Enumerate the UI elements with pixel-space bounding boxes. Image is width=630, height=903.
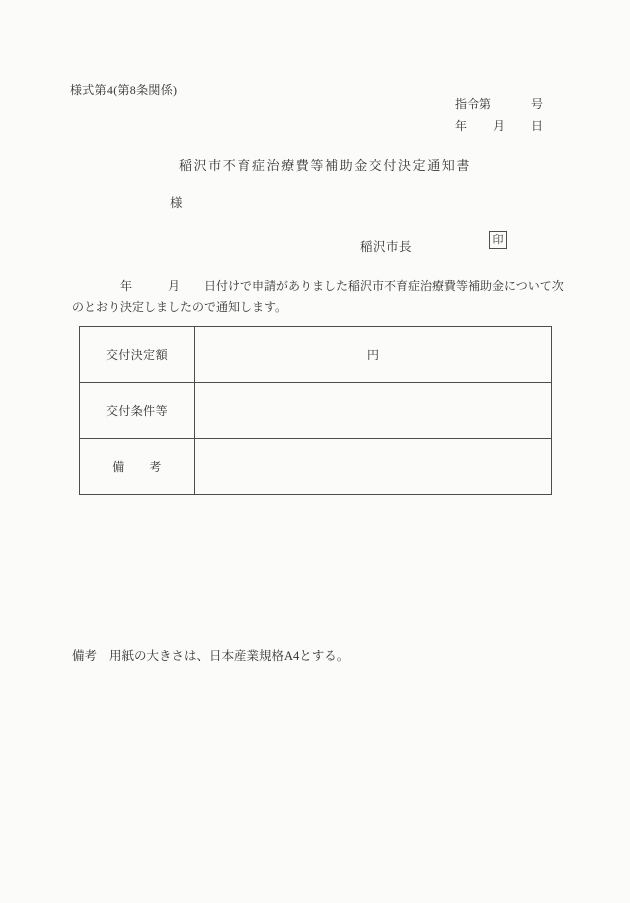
grant-conditions-label: 交付条件等 — [80, 383, 195, 439]
table-row-grant-amount — [80, 327, 552, 383]
body-line-1: 年 月 日付けで申請がありました稲沢市不育症治療費等補助金について次 — [72, 279, 564, 293]
grant-amount-value: 円 — [195, 327, 552, 383]
date-year-label: 年 — [455, 119, 468, 133]
header-directive-date-block — [455, 97, 543, 141]
form-number: 様式第4(第8条関係) — [70, 83, 178, 97]
paper-size-footnote — [72, 646, 349, 664]
addressee-suffix: 様 — [170, 196, 183, 210]
grant-conditions-value — [195, 383, 552, 439]
seal-mark: 印 — [492, 233, 504, 246]
date-month-label: 月 — [492, 119, 505, 133]
footnote-text: 用紙の大きさは、日本産業規格A4とする。 — [109, 649, 350, 663]
decision-table — [79, 326, 552, 495]
footnote-label: 備考 — [72, 649, 98, 663]
directive-suffix: 号 — [530, 97, 543, 111]
document-title: 稲沢市不育症治療費等補助金交付決定通知書 — [179, 158, 472, 173]
issuer-name: 稲沢市長 — [360, 240, 413, 254]
remarks-label: 備 考 — [80, 439, 195, 495]
date-day-label: 日 — [530, 119, 543, 133]
footnote-gap — [97, 646, 109, 664]
directive-number-line — [455, 97, 543, 111]
directive-prefix: 指令第 — [455, 97, 492, 111]
body-line-2: のとおり決定しましたので通知します。 — [72, 300, 288, 314]
date-line — [455, 119, 543, 133]
grant-amount-label: 交付決定額 — [80, 327, 195, 383]
remarks-value — [195, 439, 552, 495]
seal-placeholder — [489, 231, 507, 249]
table-row-remarks — [80, 439, 552, 495]
body-paragraph — [72, 276, 566, 318]
table-row-grant-conditions — [80, 383, 552, 439]
